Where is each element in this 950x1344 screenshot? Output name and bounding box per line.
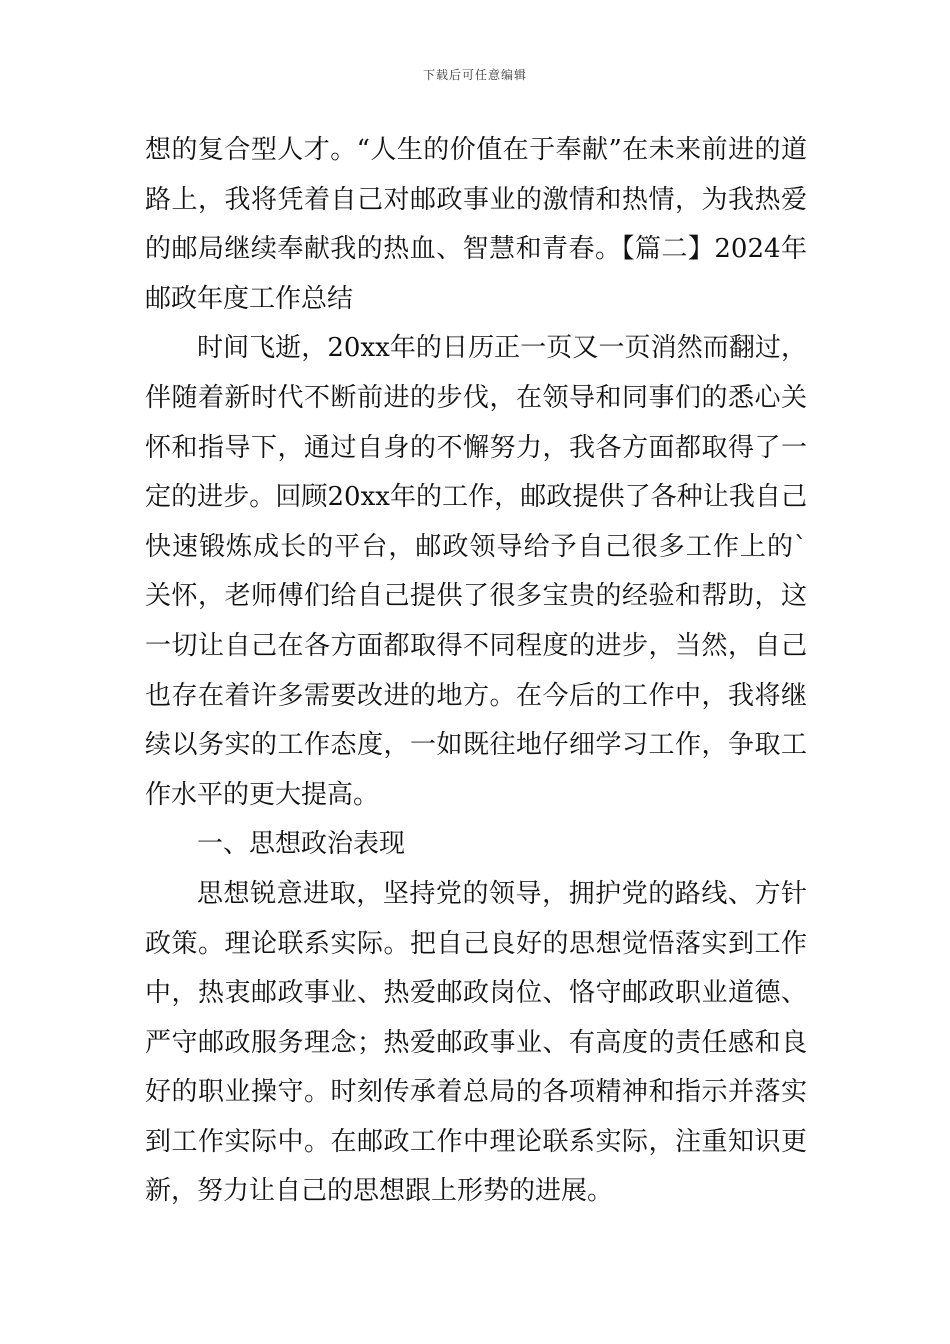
paragraph-political: 思想锐意进取，坚持党的领导，拥护党的路线、方针政策。理论联系实际。把自己良好的思想觉悟落实到工作中，热衷邮政事业、热爱邮政岗位、恪守邮政职业道德、严守邮政服务理念；热爱邮政事业、有高度的责任感和良好的职业操守。时刻传承着总局的各项精神和指示并落实到工作实际中。在邮政工作中理论联系实际，注重知识更新，努力让自己的思想跟上形势的进展。 bbox=[145, 878, 807, 1207]
section-heading: 一、思想政治表现 bbox=[197, 829, 406, 860]
paragraph-continuation: 想的复合型人才。“人生的价值在于奉献”在未来前进的道路上，我将凭着自己对邮政事业的激情和热情，为我热爱的邮局继续奉献我的热血、智慧和青春。【篇二】2024年邮政年度工作总结 bbox=[145, 135, 807, 314]
paragraph-intro: 时间飞逝，20xx年的日历正一页又一页消然而翻过，伴随着新时代不断前进的步伐，在领导和同事们的悉心关怀和指导下，通过自身的不懈努力，我各方面都取得了一定的进步。回顾20xx年的工作，邮政提供了各种让我自己快速锻炼成长的平台，邮政领导给予自己很多工作上的`关怀，老师傅们给自己提供了很多宝贵的经验和帮助，这一切让自己在各方面都取得不同程度的进步，当然，自己也存在着许多需要改进的地方。在今后的工作中，我将继续以务实的工作态度，一如既往地仔细学习工作，争取工作水平的更大提高。 bbox=[145, 333, 807, 810]
page-header: 下载后可任意编辑 bbox=[422, 68, 527, 82]
document-body bbox=[145, 126, 807, 1217]
